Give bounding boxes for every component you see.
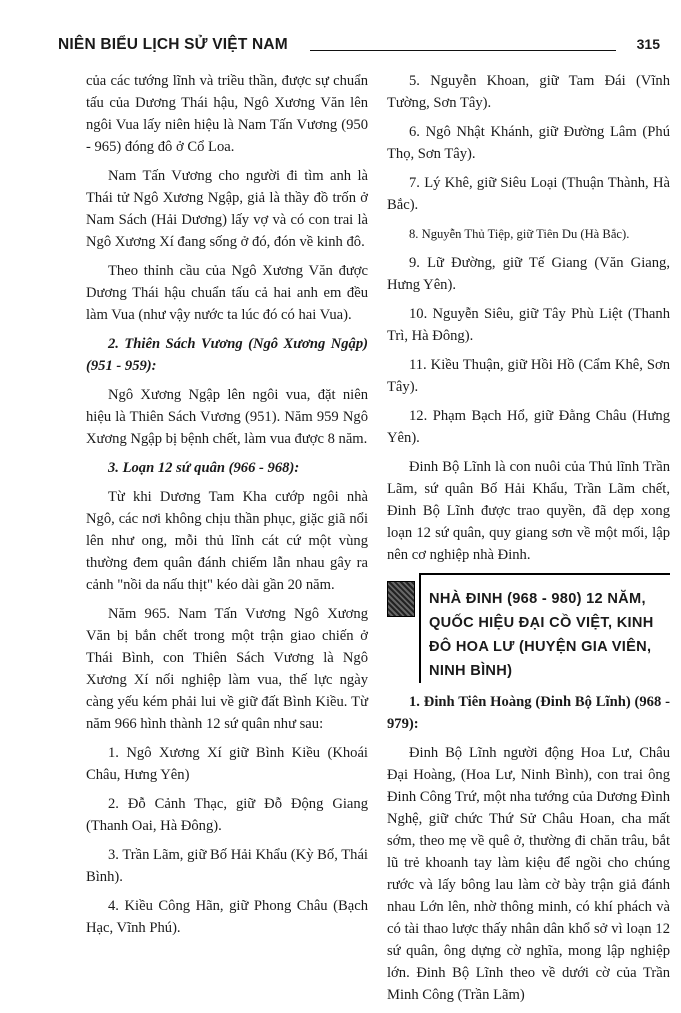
paragraph: Ngô Xương Ngập lên ngôi vua, đặt niên hiệu là Thiên Sách Vương (951). Năm 959 Ngô Xương Ngập bị bệnh chết, làm vua được 8 năm. xyxy=(86,387,368,447)
paragraph: Theo thỉnh cầu của Ngô Xương Văn được Dương Thái hậu chuẩn tấu cả hai anh em đều làm Vua (như vậy nước ta lúc đó có hai Vua). xyxy=(86,263,368,323)
section-heading: 1. Đinh Tiên Hoàng (Đinh Bộ Lĩnh) (968 - 979): xyxy=(387,694,670,732)
list-item: 4. Kiều Công Hãn, giữ Phong Châu (Bạch Hạc, Vĩnh Phú). xyxy=(86,898,368,936)
section-heading: 3. Loạn 12 sứ quân (966 - 968): xyxy=(108,460,300,476)
header-rule xyxy=(310,50,616,51)
chapter-heading: NHÀ ĐINH (968 - 980) 12 NĂM, QUỐC HIỆU ĐẠI CỒ VIỆT, KINH ĐÔ HOA LƯ (HUYỆN GIA VIÊN, NINH BÌNH) xyxy=(429,591,654,679)
paragraph: Năm 965. Nam Tấn Vương Ngô Xương Văn bị bắn chết trong một trận giao chiến ở Thái Bình, con Thiên Sách Vương là Ngô Xương Xí nối nghiệp làm vua, thế lực ngày càng yếu kém phải lui về giữ đất Bình Kiều. Từ năm 966 hình thành 12 sứ quân như sau: xyxy=(86,606,368,732)
list-item: 12. Phạm Bạch Hổ, giữ Đằng Châu (Hưng Yên). xyxy=(387,408,670,446)
page-number: 315 xyxy=(636,36,660,52)
paragraph: Từ khi Dương Tam Kha cướp ngôi nhà Ngô, các nơi không chịu thần phục, giặc giã nổi lên như ong, mỗi thủ lĩnh cát cứ một vùng thường đem quân đánh chiếm lẫn nhau gây ra cảnh "nồi da nấu thịt" kéo dài gần 20 năm. xyxy=(86,489,368,593)
list-item: 9. Lữ Đường, giữ Tế Giang (Văn Giang, Hưng Yên). xyxy=(387,255,670,293)
section-heading: 2. Thiên Sách Vương (Ngô Xương Ngập) (951 - 959): xyxy=(86,336,368,374)
list-item: 6. Ngô Nhật Khánh, giữ Đường Lâm (Phú Thọ, Sơn Tây). xyxy=(387,124,670,162)
paragraph: của các tướng lĩnh và triều thần, được sự chuẩn tấu của Dương Thái hậu, Ngô Xương Văn lên ngôi Vua lấy niên hiệu là Nam Tấn Vương (950 - 965) đóng đô ở Cổ Loa. xyxy=(86,73,368,155)
paragraph: Đinh Bộ Lĩnh là con nuôi của Thủ lĩnh Trần Lãm, sứ quân Bố Hải Khẩu, Trần Lãm chết, Đinh Bộ Lĩnh được trao quyền, đã dẹp xong loạn 12 sứ quân, quy giang sơn về một mối, lập nên cơ nghiệp nhà Đinh. xyxy=(387,459,670,563)
right-column xyxy=(387,70,670,1013)
list-item: 10. Nguyễn Siêu, giữ Tây Phù Liệt (Thanh Trì, Hà Đông). xyxy=(387,306,670,344)
chapter-marker-icon xyxy=(387,581,415,617)
page-header xyxy=(58,36,660,56)
list-item: 1. Ngô Xương Xí giữ Bình Kiều (Khoái Châu, Hưng Yên) xyxy=(86,745,368,783)
list-item: 11. Kiều Thuận, giữ Hồi Hồ (Cẩm Khê, Sơn Tây). xyxy=(387,357,670,395)
chapter-heading-box xyxy=(387,573,670,683)
running-title: NIÊN BIỂU LỊCH SỬ VIỆT NAM xyxy=(58,36,288,53)
list-item: 7. Lý Khê, giữ Siêu Loại (Thuận Thành, Hà Bắc). xyxy=(387,175,670,213)
paragraph: Nam Tấn Vương cho người đi tìm anh là Thái tử Ngô Xương Ngập, giả là thầy đồ trốn ở Nam Sách (Hải Dương) lấy vợ và có con trai là Ngô Xương Xí đang sống ở đó, đón về kinh đô. xyxy=(86,168,368,250)
list-item: 3. Trần Lãm, giữ Bố Hải Khẩu (Kỳ Bố, Thái Bình). xyxy=(86,847,368,885)
list-item: 5. Nguyễn Khoan, giữ Tam Đái (Vĩnh Tường, Sơn Tây). xyxy=(387,73,670,111)
left-column xyxy=(86,70,368,946)
list-item: 8. Nguyễn Thủ Tiệp, giữ Tiên Du (Hà Bắc). xyxy=(409,227,630,241)
paragraph: Đinh Bộ Lĩnh người động Hoa Lư, Châu Đại Hoàng, (Hoa Lư, Ninh Bình), con trai ông Đinh Công Trứ, một nha tướng của Dương Đình Nghệ, giữ chức Thứ Sử Châu Hoan, cha mất sớm, theo mẹ về quê ở, thường đi chăn trâu, bắt lũ trẻ khoanh tay làm kiệu để ngồi cho chúng rước và lấy bông lau làm cờ bày trận giả đánh nhau Lớn lên, nhờ thông minh, có khí phách và có tài thao lược thấy nhân dân khổ sở vì loạn 12 sứ quân, ông dựng cờ nghĩa, mong lập nghiệp lớn. Đinh Bộ Lĩnh theo về dưới cờ của Trần Minh Công (Trần Lãm) xyxy=(387,745,670,1003)
list-item: 2. Đỗ Cảnh Thạc, giữ Đỗ Động Giang (Thanh Oai, Hà Đông). xyxy=(86,796,368,834)
